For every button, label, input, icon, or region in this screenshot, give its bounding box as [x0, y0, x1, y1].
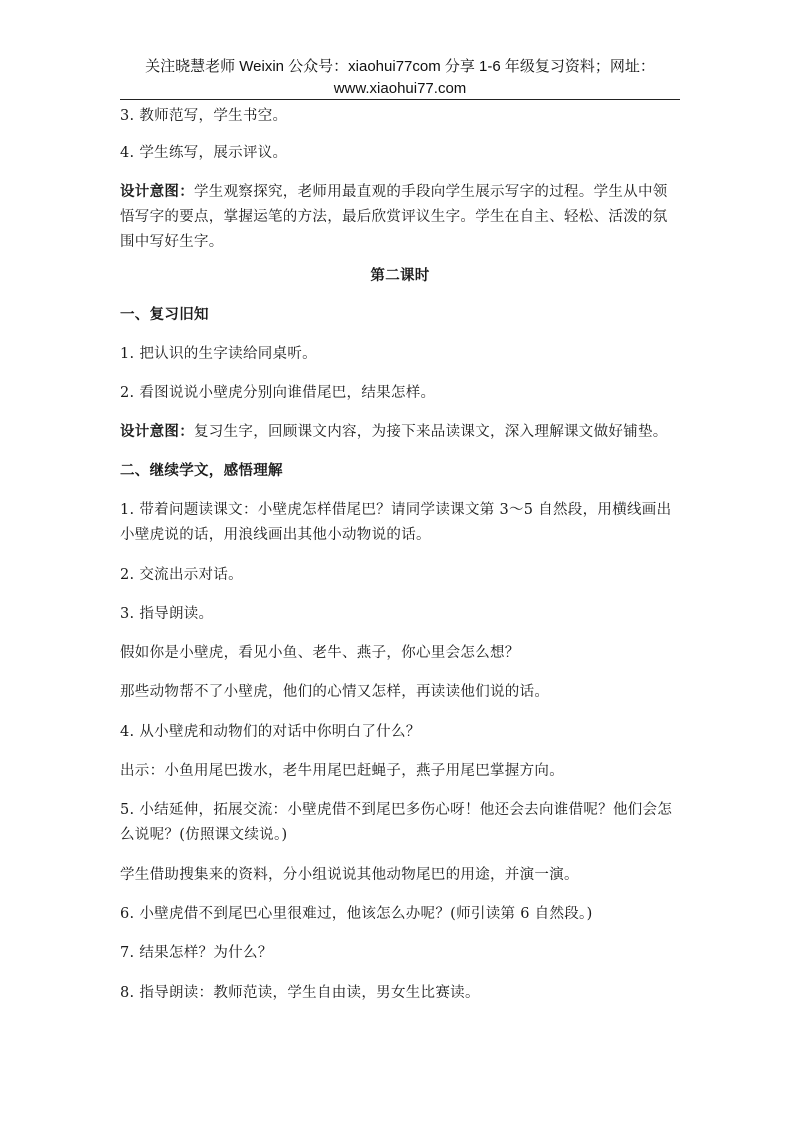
- paragraph-learn-11: 7. 结果怎样？为什么？: [120, 945, 273, 961]
- page-header: [120, 56, 680, 100]
- design-intent-label: 设计意图：: [120, 424, 194, 440]
- paragraph-learn-5: 那些动物帮不了小壁虎，他们的心情又怎样，再读读他们说的话。: [120, 684, 550, 700]
- design-intent-2: [120, 420, 680, 445]
- paragraph-review-1: 1. 把认识的生字读给同桌听。: [120, 346, 317, 362]
- paragraph-learn-4: 假如你是小壁虎，看见小鱼、老牛、燕子，你心里会怎么想？: [120, 645, 520, 661]
- design-intent-label: 设计意图：: [120, 184, 194, 200]
- design-intent-text: 学生观察探究，老师用最直观的手段向学生展示写字的过程。学生从中领悟写字的要点，掌握运笔的方法，最后欣赏评议生字。学生在自主、轻松、活泼的氛围中写好生字。: [120, 184, 668, 250]
- section-heading-review: 一、复习旧知: [120, 307, 209, 323]
- paragraph-learn-8: 5. 小结延伸，拓展交流：小壁虎借不到尾巴多伤心呀！他还会去向谁借呢？他们会怎么说呢？(仿照课文续说。): [120, 802, 673, 843]
- header-line-2: www.xiaohui77.com: [333, 80, 467, 97]
- paragraph-learn-3: 3. 指导朗读。: [120, 606, 214, 622]
- header-line-1: 关注晓慧老师 Weixin 公众号：xiaohui77com 分享 1-6 年级复习资料；网址：: [145, 58, 655, 75]
- paragraph-learn-2: 2. 交流出示对话。: [120, 567, 243, 583]
- paragraph-learn-6: 4. 从小壁虎和动物们的对话中你明白了什么？: [120, 724, 421, 740]
- lesson-title: 第二课时: [370, 268, 430, 284]
- design-intent-1: [120, 180, 680, 255]
- paragraph-learn-1: 1. 带着问题读课文：小壁虎怎样借尾巴？请同学读课文第 3～5 自然段，用横线画出小壁虎说的话，用浪线画出其他小动物说的话。: [120, 502, 672, 543]
- paragraph-learn-12: 8. 指导朗读：教师范读，学生自由读，男女生比赛读。: [120, 985, 480, 1001]
- paragraph-learn-9: 学生借助搜集来的资料，分小组说说其他动物尾巴的用途，并演一演。: [120, 867, 579, 883]
- paragraph-student-practice: 4. 学生练写，展示评议。: [120, 145, 288, 161]
- paragraph-teacher-demo: 3. 教师范写，学生书空。: [120, 108, 288, 124]
- section-heading-continue: 二、继续学文，感悟理解: [120, 463, 283, 479]
- paragraph-learn-7: 出示：小鱼用尾巴拨水，老牛用尾巴赶蝇子，燕子用尾巴掌握方向。: [120, 763, 564, 779]
- paragraph-learn-10: 6. 小壁虎借不到尾巴心里很难过，他该怎么办呢？(师引读第 6 自然段。): [120, 906, 593, 922]
- header-divider: [120, 99, 680, 100]
- design-intent-text: 复习生字，回顾课文内容，为接下来品读课文，深入理解课文做好铺垫。: [194, 424, 668, 440]
- paragraph-review-2: 2. 看图说说小壁虎分别向谁借尾巴，结果怎样。: [120, 385, 436, 401]
